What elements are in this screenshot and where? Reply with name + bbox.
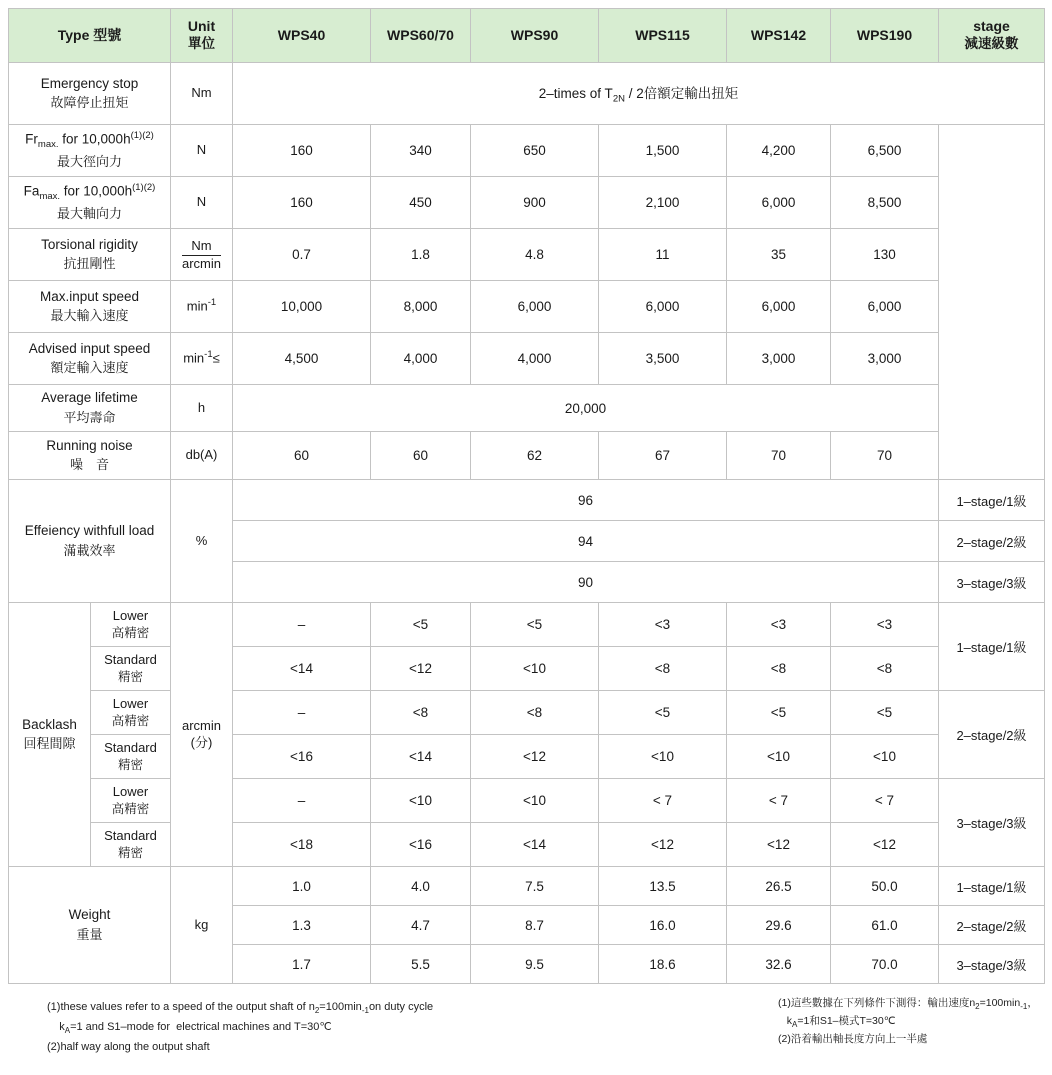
backlash-grade-label	[91, 647, 171, 691]
footnote-text: =1 and S1–mode for electrical machines and T=30℃	[70, 1021, 332, 1034]
table-cell: 1.7	[233, 945, 371, 984]
table-cell: 10,000	[233, 281, 371, 333]
subscript: max.	[39, 190, 61, 202]
table-cell: 35	[727, 229, 831, 281]
stage-cell-empty	[939, 125, 1045, 480]
spec-table	[8, 8, 1045, 984]
table-cell: <8	[371, 691, 471, 735]
table-cell: –	[233, 779, 371, 823]
table-row-emergency-stop	[9, 63, 1045, 125]
table-cell: 340	[371, 125, 471, 177]
table-cell: 7.5	[471, 867, 599, 906]
label-zh: 高精密	[111, 713, 150, 728]
subscript: 2	[314, 1006, 320, 1016]
footnote-text: on duty cycle	[368, 1001, 434, 1013]
table-cell: <12	[599, 823, 727, 867]
row-label-efficiency	[9, 480, 171, 603]
label-zh: 精密	[117, 757, 143, 772]
table-cell: –	[233, 603, 371, 647]
table-cell: 18.6	[599, 945, 727, 984]
table-row-fa-max	[9, 177, 1045, 229]
table-cell: 1.3	[233, 906, 371, 945]
label-en: Max.input speed	[39, 288, 140, 304]
footnote-text: =100min	[319, 1001, 362, 1013]
row-label-advised-input-speed	[9, 333, 171, 385]
table-cell: <14	[371, 735, 471, 779]
table-cell: 9.5	[471, 945, 599, 984]
table-cell: 1,500	[599, 125, 727, 177]
label-en	[11, 182, 168, 204]
unit-cell: kg	[171, 867, 233, 984]
label-text: Fa	[23, 183, 40, 199]
table-cell: <14	[471, 823, 599, 867]
footnote-line-1	[778, 996, 1038, 1014]
row-label-fr-max	[9, 125, 171, 177]
table-row-running-noise	[9, 432, 1045, 480]
emergency-stop-value	[233, 63, 1045, 125]
value-text: 2–times of T	[538, 86, 613, 102]
stage-cell: 3–stage/3級	[939, 779, 1045, 867]
table-cell: <12	[831, 823, 939, 867]
col-header-model-wps142: WPS142	[727, 9, 831, 63]
efficiency-value: 94	[233, 521, 939, 562]
table-cell: <5	[599, 691, 727, 735]
unit-cell: db(A)	[171, 432, 233, 480]
footnote-text: =1和S1–模式T=30℃	[797, 1015, 896, 1028]
table-cell: 4.0	[371, 867, 471, 906]
footnote-line-2	[778, 1014, 1038, 1032]
table-cell: 3,500	[599, 333, 727, 385]
stage-cell: 1–stage/1級	[939, 603, 1045, 691]
superscript: -1	[207, 297, 217, 309]
unit-cell-fraction	[171, 229, 233, 281]
unit-cell	[171, 281, 233, 333]
col-header-stage-zh: 減速級數	[964, 36, 1019, 52]
table-cell: 60	[233, 432, 371, 480]
label-zh: 高精密	[111, 801, 150, 816]
stage-cell: 1–stage/1級	[939, 867, 1045, 906]
efficiency-value: 96	[233, 480, 939, 521]
table-cell: 650	[471, 125, 599, 177]
label-zh: 最大徑向力	[56, 154, 122, 170]
footnote-line-3	[47, 1039, 433, 1055]
label-zh: 噪 音	[69, 457, 109, 473]
col-header-model-wps190: WPS190	[831, 9, 939, 63]
table-row-max-input-speed	[9, 281, 1045, 333]
table-cell: 4,200	[727, 125, 831, 177]
col-header-unit-en: Unit	[187, 17, 216, 34]
table-cell: 13.5	[599, 867, 727, 906]
subscript: 2	[975, 1002, 980, 1012]
table-row-backlash-5	[9, 779, 1045, 823]
footnote-text: =100min	[979, 997, 1021, 1009]
unit-text: (分)	[190, 734, 213, 750]
backlash-grade-label	[91, 603, 171, 647]
label-zh: 抗扭剛性	[63, 256, 116, 272]
label-zh: 額定輸入速度	[50, 360, 129, 376]
table-cell: 2,100	[599, 177, 727, 229]
table-cell: <5	[831, 691, 939, 735]
unit-fraction	[182, 239, 221, 272]
table-cell: 1.0	[233, 867, 371, 906]
label-text: Fr	[25, 131, 38, 147]
table-cell: 8.7	[471, 906, 599, 945]
table-cell: 130	[831, 229, 939, 281]
unit-cell: Nm	[171, 63, 233, 125]
label-en: Standard	[104, 651, 157, 667]
col-header-model-wps40: WPS40	[233, 9, 371, 63]
unit-cell: N	[171, 125, 233, 177]
footnotes-left	[47, 999, 433, 1055]
label-zh: 最大軸向力	[56, 206, 122, 222]
table-cell: <5	[371, 603, 471, 647]
value-text: / 2倍額定輸出扭矩	[624, 86, 739, 102]
subscript: -1	[1020, 1002, 1028, 1012]
table-row-backlash-2	[9, 647, 1045, 691]
stage-cell: 2–stage/2級	[939, 691, 1045, 779]
average-lifetime-value: 20,000	[233, 385, 939, 432]
table-cell: <10	[371, 779, 471, 823]
table-cell: <12	[371, 647, 471, 691]
table-cell: 29.6	[727, 906, 831, 945]
table-cell: 8,000	[371, 281, 471, 333]
table-cell: 900	[471, 177, 599, 229]
row-label-fa-max	[9, 177, 171, 229]
footnote-text: (2)half way along the output shaft	[47, 1041, 210, 1054]
table-row-torsional-rigidity	[9, 229, 1045, 281]
subscript: 2N	[612, 93, 625, 105]
label-zh: 最大輸入速度	[50, 308, 129, 324]
table-row-backlash-1	[9, 603, 1045, 647]
table-row-average-lifetime	[9, 385, 1045, 432]
unit-text: min	[186, 298, 208, 314]
label-en: Running noise	[46, 437, 133, 453]
label-zh: 故障停止扭矩	[50, 95, 129, 111]
label-zh: 重量	[76, 926, 103, 942]
label-en: Effeiency withfull load	[24, 523, 155, 539]
table-cell: <14	[233, 647, 371, 691]
table-cell: 160	[233, 177, 371, 229]
label-en: Torsional rigidity	[41, 236, 138, 252]
table-cell: 4.7	[371, 906, 471, 945]
footnote-line-1	[47, 999, 433, 1019]
label-en: Standard	[104, 827, 157, 843]
row-label-backlash	[9, 603, 91, 867]
table-row-backlash-3	[9, 691, 1045, 735]
table-cell: 4,000	[371, 333, 471, 385]
table-cell: 0.7	[233, 229, 371, 281]
table-cell: <10	[471, 779, 599, 823]
table-cell: 26.5	[727, 867, 831, 906]
unit-text: ≤	[212, 350, 220, 366]
stage-cell: 1–stage/1級	[939, 480, 1045, 521]
table-cell: 450	[371, 177, 471, 229]
efficiency-value: 90	[233, 562, 939, 603]
label-en	[11, 130, 168, 152]
table-cell: 6,000	[599, 281, 727, 333]
table-cell: 60	[371, 432, 471, 480]
subscript: A	[64, 1026, 71, 1036]
row-label-max-input-speed	[9, 281, 171, 333]
col-header-stage	[939, 9, 1045, 63]
label-zh: 滿載效率	[63, 542, 116, 558]
subscript: -1	[361, 1006, 369, 1016]
footnote-text: k	[47, 1021, 65, 1034]
label-en: Lower	[112, 607, 149, 623]
col-header-model-wps90: WPS90	[471, 9, 599, 63]
table-cell: 3,000	[727, 333, 831, 385]
table-cell: <3	[831, 603, 939, 647]
footnote-text: (2)沿着輸出軸長度方向上一半處	[778, 1033, 928, 1046]
table-cell: <10	[831, 735, 939, 779]
table-cell: –	[233, 691, 371, 735]
row-label-average-lifetime	[9, 385, 171, 432]
unit-cell	[171, 333, 233, 385]
row-label-weight	[9, 867, 171, 984]
label-zh: 平均壽命	[63, 409, 116, 425]
stage-cell: 3–stage/3級	[939, 945, 1045, 984]
footnotes-right	[778, 996, 1038, 1047]
footnote-line-3	[778, 1032, 1038, 1047]
table-cell: 4,000	[471, 333, 599, 385]
table-cell: < 7	[727, 779, 831, 823]
table-cell: 5.5	[371, 945, 471, 984]
row-label-running-noise	[9, 432, 171, 480]
col-header-type	[9, 9, 171, 63]
subscript: A	[792, 1020, 798, 1030]
stage-cell: 2–stage/2級	[939, 521, 1045, 562]
unit-cell	[171, 603, 233, 867]
table-cell: 4,500	[233, 333, 371, 385]
table-cell: <10	[727, 735, 831, 779]
table-cell: <8	[599, 647, 727, 691]
table-cell: 11	[599, 229, 727, 281]
table-cell: <5	[727, 691, 831, 735]
table-cell: <10	[599, 735, 727, 779]
row-label-emergency-stop	[9, 63, 171, 125]
label-en: Standard	[104, 739, 157, 755]
table-cell: 67	[599, 432, 727, 480]
unit-cell: %	[171, 480, 233, 603]
table-cell: 4.8	[471, 229, 599, 281]
fraction-denominator: arcmin	[181, 255, 221, 271]
superscript: (1)(2)	[132, 181, 156, 193]
footnote-line-2	[47, 1019, 433, 1039]
label-text: for 10,000h	[60, 183, 133, 199]
unit-cell: h	[171, 385, 233, 432]
header-row	[9, 9, 1045, 63]
label-en: Weight	[68, 907, 111, 923]
label-zh: 回程間隙	[23, 736, 76, 752]
table-row-backlash-4	[9, 735, 1045, 779]
table-row-weight-1	[9, 867, 1045, 906]
label-zh: 高精密	[111, 625, 150, 640]
unit-cell: N	[171, 177, 233, 229]
col-header-unit	[171, 9, 233, 63]
table-cell: <3	[599, 603, 727, 647]
footnote-text: ，	[1027, 997, 1038, 1009]
table-cell: <10	[471, 647, 599, 691]
stage-cell: 2–stage/2級	[939, 906, 1045, 945]
row-label-torsional-rigidity	[9, 229, 171, 281]
table-cell: 32.6	[727, 945, 831, 984]
label-en: Backlash	[22, 716, 77, 732]
footnote-text: (1)這些數據在下列條件下測得：輸出速度n	[778, 997, 976, 1009]
backlash-grade-label	[91, 779, 171, 823]
table-row-advised-input-speed	[9, 333, 1045, 385]
table-cell: <3	[727, 603, 831, 647]
label-en: Lower	[112, 695, 149, 711]
subscript: max.	[37, 138, 59, 150]
footnote-text: k	[778, 1015, 793, 1028]
stage-cell: 3–stage/3級	[939, 562, 1045, 603]
table-cell: 62	[471, 432, 599, 480]
table-row-fr-max	[9, 125, 1045, 177]
superscript: -1	[204, 349, 213, 361]
backlash-grade-label	[91, 735, 171, 779]
table-cell: 6,500	[831, 125, 939, 177]
table-cell: <8	[727, 647, 831, 691]
table-cell: 6,000	[727, 281, 831, 333]
label-en: Emergency stop	[40, 75, 139, 91]
table-cell: <8	[831, 647, 939, 691]
superscript: (1)(2)	[130, 129, 154, 141]
label-en: Average lifetime	[41, 390, 138, 406]
col-header-stage-en: stage	[973, 17, 1010, 34]
table-cell: < 7	[599, 779, 727, 823]
table-cell: 16.0	[599, 906, 727, 945]
table-row-backlash-6	[9, 823, 1045, 867]
label-en: Advised input speed	[28, 340, 151, 356]
table-cell: 3,000	[831, 333, 939, 385]
backlash-grade-label	[91, 823, 171, 867]
table-cell: <8	[471, 691, 599, 735]
table-cell: <16	[233, 735, 371, 779]
table-cell: 6,000	[727, 177, 831, 229]
col-header-unit-zh: 單位	[188, 36, 215, 52]
col-header-model-wps115: WPS115	[599, 9, 727, 63]
table-cell: 6,000	[831, 281, 939, 333]
label-text: for 10,000h	[58, 131, 131, 147]
footnote-text: (1)these values refer to a speed of the output shaft of n	[47, 1001, 315, 1013]
table-cell: < 7	[831, 779, 939, 823]
table-cell: 160	[233, 125, 371, 177]
table-cell: 6,000	[471, 281, 599, 333]
label-en: Lower	[112, 783, 149, 799]
col-header-type-label: Type 型號	[57, 26, 122, 43]
table-cell: <12	[471, 735, 599, 779]
table-cell: <16	[371, 823, 471, 867]
unit-text: min	[183, 350, 205, 366]
fraction-numerator: Nm	[182, 239, 221, 256]
backlash-grade-label	[91, 691, 171, 735]
table-cell: 8,500	[831, 177, 939, 229]
table-cell: 70	[831, 432, 939, 480]
table-row-efficiency-1	[9, 480, 1045, 521]
table-cell: <12	[727, 823, 831, 867]
table-cell: 70	[727, 432, 831, 480]
table-cell: 1.8	[371, 229, 471, 281]
col-header-model-wps60-70: WPS60/70	[371, 9, 471, 63]
label-zh: 精密	[117, 669, 143, 684]
table-cell: 61.0	[831, 906, 939, 945]
unit-text: arcmin	[181, 717, 221, 733]
label-zh: 精密	[117, 845, 143, 860]
table-cell: 70.0	[831, 945, 939, 984]
table-cell: <5	[471, 603, 599, 647]
table-cell: <18	[233, 823, 371, 867]
table-cell: 50.0	[831, 867, 939, 906]
